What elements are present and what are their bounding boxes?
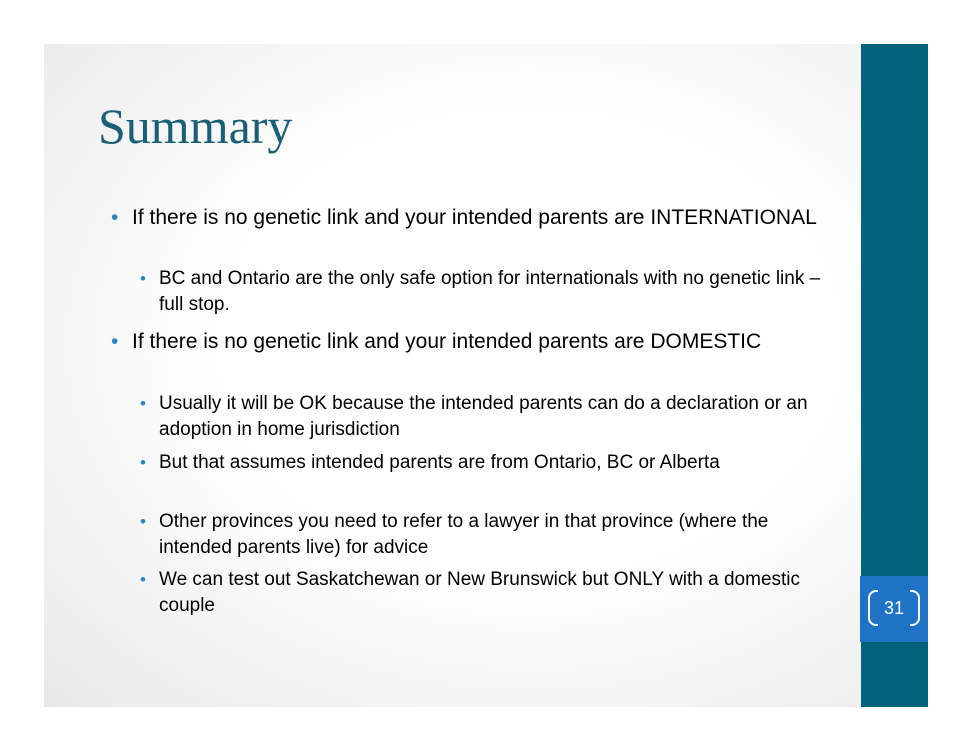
sub-bullet-item [140, 391, 844, 443]
bullet-icon: • [111, 330, 119, 353]
slide [44, 44, 928, 707]
sub-bullet-item [140, 266, 844, 318]
page-number-badge [860, 576, 928, 642]
slide-title: Summary [98, 98, 293, 154]
bullet-icon: • [111, 206, 119, 229]
bullet-icon: • [140, 269, 146, 288]
sub-bullet-item [140, 567, 844, 619]
sub-bullet-text: We can test out Saskatchewan or New Brunswick but ONLY with a domestic couple [159, 569, 801, 616]
bullet-icon: • [140, 394, 146, 413]
sub-bullet-item [140, 450, 844, 476]
page-number: 31 [883, 598, 905, 618]
sub-bullet-item [140, 509, 844, 561]
sub-bullet-text: BC and Ontario are the only safe option for internationals with no genetic link – full stop. [159, 268, 821, 315]
bullet-text: If there is no genetic link and your intended parents are INTERNATIONAL [132, 206, 817, 229]
bullet-item [111, 204, 832, 232]
sub-bullet-text: But that assumes intended parents are from Ontario, BC or Alberta [159, 452, 720, 473]
sub-bullet-text: Usually it will be OK because the intended parents can do a declaration or an adoption in home jurisdiction [159, 393, 808, 440]
bullet-icon: • [140, 453, 146, 472]
bullet-item [111, 328, 832, 356]
sub-bullet-text: Other provinces you need to refer to a lawyer in that province (where the intended parents live) for advice [159, 511, 769, 558]
right-bracket-icon [910, 590, 920, 626]
bullet-icon: • [140, 512, 146, 531]
bullet-icon: • [140, 570, 146, 589]
bullet-text: If there is no genetic link and your intended parents are DOMESTIC [132, 330, 762, 353]
